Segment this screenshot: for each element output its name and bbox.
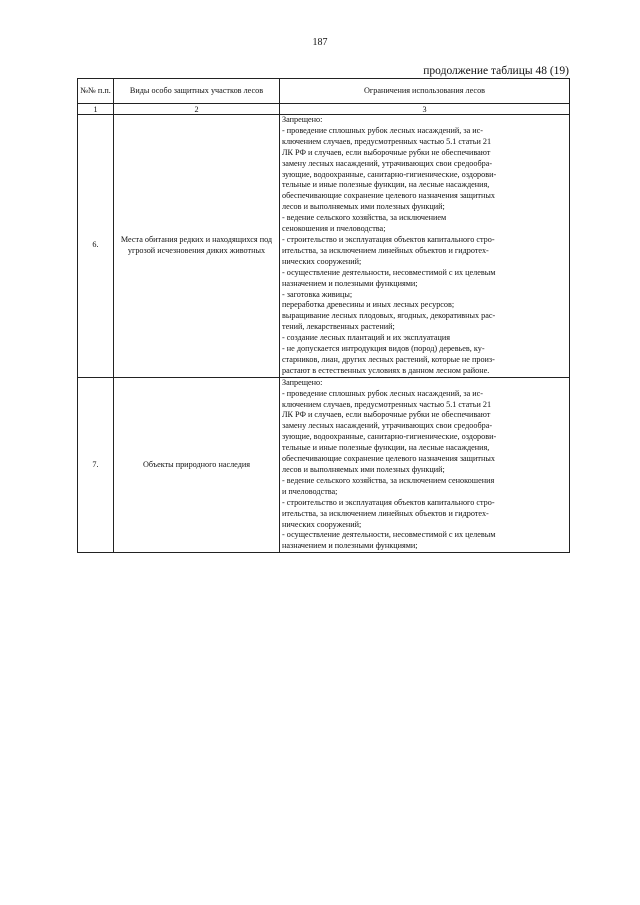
restriction-line: обеспечивающие сохранение целевого назначения защитных — [282, 191, 495, 201]
restriction-line: обеспечивающие сохранение целевого назначения защитных — [282, 454, 495, 464]
restriction-line: ЛК РФ и случаев, если выборочные рубки не обеспечивают — [282, 410, 491, 420]
header-forest-type: Виды особо защитных участков лесов — [114, 79, 280, 104]
restriction-line: лесов и выполняемых ими полезных функций; — [282, 202, 445, 212]
restriction-line: назначением и полезными функциями; — [282, 278, 418, 288]
restriction-line: - не допускается интродукция видов (пород) деревьев, ку- — [282, 344, 485, 354]
restriction-line: тельные и иные полезные функции, на лесные насаждения, — [282, 180, 490, 190]
restriction-line: лесов и выполняемых ими полезных функций; — [282, 465, 445, 474]
restriction-line: - проведение сплошных рубок лесных насаждений, за ис- — [282, 388, 484, 398]
restriction-line: выращивание лесных плодовых, ягодных, декоративных рас- — [282, 311, 496, 321]
forest-type-cell: Объекты природного наследия — [114, 377, 280, 553]
restriction-line: зующие, водоохранные, санитарно-гигиенические, оздорови- — [282, 169, 497, 179]
header-number: №№ п.п. — [78, 79, 114, 104]
restriction-line: - заготовка живицы; — [282, 289, 353, 299]
restrictions-cell — [280, 377, 570, 553]
page-number: 187 — [312, 37, 328, 48]
restriction-line: - ведение сельского хозяйства, за исключением — [282, 213, 447, 223]
restriction-line: замену лесных насаждений, утрачивающих свои средообра- — [282, 158, 493, 168]
restriction-line: нических сооружений; — [282, 256, 362, 266]
restriction-line: - ведение сельского хозяйства, за исключением сенокошения — [282, 475, 495, 485]
column-number: 3 — [280, 104, 570, 115]
restriction-line: ительства, за исключением линейных объектов и гидротех- — [282, 245, 489, 255]
restriction-line: - осуществление деятельности, несовместимой с их целевым — [282, 267, 496, 277]
restriction-line: зующие, водоохранные, санитарно-гигиенические, оздорови- — [282, 432, 497, 442]
restriction-line: - строительство и эксплуатация объектов капитального стро- — [282, 497, 495, 507]
restriction-line: ЛК РФ и случаев, если выборочные рубки не обеспечивают — [282, 147, 491, 157]
restrictions-cell — [280, 115, 570, 378]
row-number: 7. — [78, 377, 114, 553]
restriction-line: сенокошения и пчеловодства; — [282, 224, 386, 234]
table-header-row — [78, 79, 570, 104]
column-number: 2 — [114, 104, 280, 115]
column-number-row — [78, 104, 570, 115]
restriction-line: - осуществление деятельности, несовместимой с их целевым — [282, 530, 496, 540]
restriction-line: ительства, за исключением линейных объектов и гидротех- — [282, 508, 489, 518]
restrictions-table — [77, 78, 570, 553]
restriction-line: тельные и иные полезные функции, на лесные насаждения, — [282, 443, 490, 453]
restriction-line: - проведение сплошных рубок лесных насаждений, за ис- — [282, 125, 484, 135]
table-caption: продолжение таблицы 48 (19) — [423, 65, 569, 77]
restriction-line: переработка древесины и иных лесных ресурсов; — [282, 300, 455, 310]
header-restrictions: Ограничения использования лесов — [280, 79, 570, 104]
table-row — [78, 377, 570, 553]
restriction-line: замену лесных насаждений, утрачивающих свои средообра- — [282, 421, 493, 431]
restriction-line: ключением случаев, предусмотренных частью 5.1 статьи 21 — [282, 399, 492, 409]
restriction-line: растают в естественных условиях в данном лесном районе. — [282, 365, 490, 375]
column-number: 1 — [78, 104, 114, 115]
table-row — [78, 115, 570, 378]
restriction-line: ключением случаев, предусмотренных частью 5.1 статьи 21 — [282, 136, 492, 146]
forest-type-cell: Места обитания редких и находящихся под угрозой исчезновения диких животных — [114, 115, 280, 378]
restriction-line: Запрещено: — [282, 115, 323, 124]
restriction-line: нических сооружений; — [282, 519, 362, 529]
row-number: 6. — [78, 115, 114, 378]
restriction-line: назначением и полезными функциями; — [282, 541, 418, 551]
restriction-line: старников, лиан, других лесных растений, которые не произ- — [282, 354, 495, 364]
restriction-line: Запрещено: — [282, 377, 323, 387]
restriction-line: - создание лесных плантаций и их эксплуатация — [282, 333, 450, 343]
restriction-line: - строительство и эксплуатация объектов капитального стро- — [282, 234, 495, 244]
restriction-line: тений, лекарственных растений; — [282, 322, 395, 332]
restriction-line: и пчеловодства; — [282, 486, 338, 496]
